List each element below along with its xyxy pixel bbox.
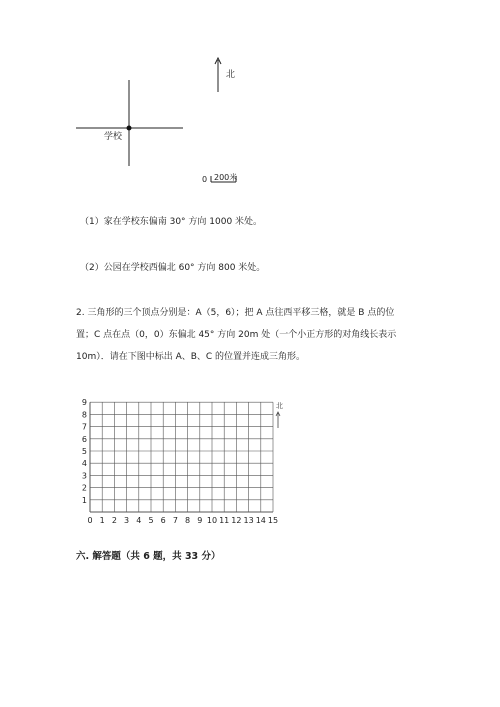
section-6-title: 六. 解答题（共 6 题，共 33 分） — [76, 551, 221, 562]
school-point — [127, 126, 132, 131]
question-3-line-2: 置；C 点在点（0，0）东偏北 45° 方向 20m 处（一个小正方形的对角线长表示 — [76, 330, 397, 340]
y-axis-label: 8 — [81, 410, 87, 420]
school-label: 学校 — [104, 132, 123, 142]
grid-north-arrow-icon — [276, 412, 280, 428]
x-axis-label: 11 — [219, 516, 230, 525]
x-axis-label: 5 — [148, 516, 154, 525]
x-axis-label: 0 — [87, 516, 93, 525]
y-axis-label: 4 — [81, 459, 87, 469]
y-axis-label: 1 — [81, 495, 87, 505]
y-axis-label: 9 — [81, 398, 87, 408]
coordinate-grid — [0, 385, 500, 530]
scale-distance-label: 200米 — [214, 173, 238, 182]
x-axis-label: 1 — [99, 516, 105, 525]
north-arrow-icon — [215, 58, 221, 92]
x-axis-label: 6 — [160, 516, 166, 525]
x-axis-label: 9 — [197, 516, 203, 525]
question-3-line-1: 2. 三角形的三个顶点分别是：A（5，6）；把 A 点往西平移三格，就是 B 点的位 — [76, 308, 395, 318]
x-axis-label: 12 — [231, 516, 242, 525]
question-1: （1）家在学校东偏南 30° 方向 1000 米处。 — [80, 217, 263, 227]
grid-north-label: 北 — [276, 402, 283, 410]
question-2: （2）公园在学校西偏北 60° 方向 800 米处。 — [80, 263, 266, 273]
scale-zero-label: 0 — [202, 175, 208, 184]
y-axis-label: 7 — [81, 422, 87, 432]
y-axis-label: 3 — [81, 471, 87, 481]
question-3 — [76, 302, 486, 368]
x-axis-label: 2 — [111, 516, 117, 525]
x-axis-label: 10 — [206, 516, 218, 525]
x-axis-label: 13 — [243, 516, 254, 525]
y-axis-label: 6 — [81, 434, 87, 444]
x-axis-label: 8 — [185, 516, 191, 525]
y-axis-label: 2 — [81, 483, 87, 493]
x-axis-label: 15 — [267, 516, 279, 525]
question-3-line-3: 10m）．请在下图中标出 A、B、C 的位置并连成三角形。 — [76, 352, 306, 362]
x-axis-label: 14 — [255, 516, 266, 525]
map-north-label: 北 — [226, 70, 236, 80]
direction-map — [0, 0, 500, 200]
y-axis-label: 5 — [81, 447, 87, 456]
x-axis-label: 4 — [136, 516, 142, 525]
x-axis-label: 7 — [172, 516, 178, 525]
x-axis-label: 3 — [124, 516, 130, 525]
